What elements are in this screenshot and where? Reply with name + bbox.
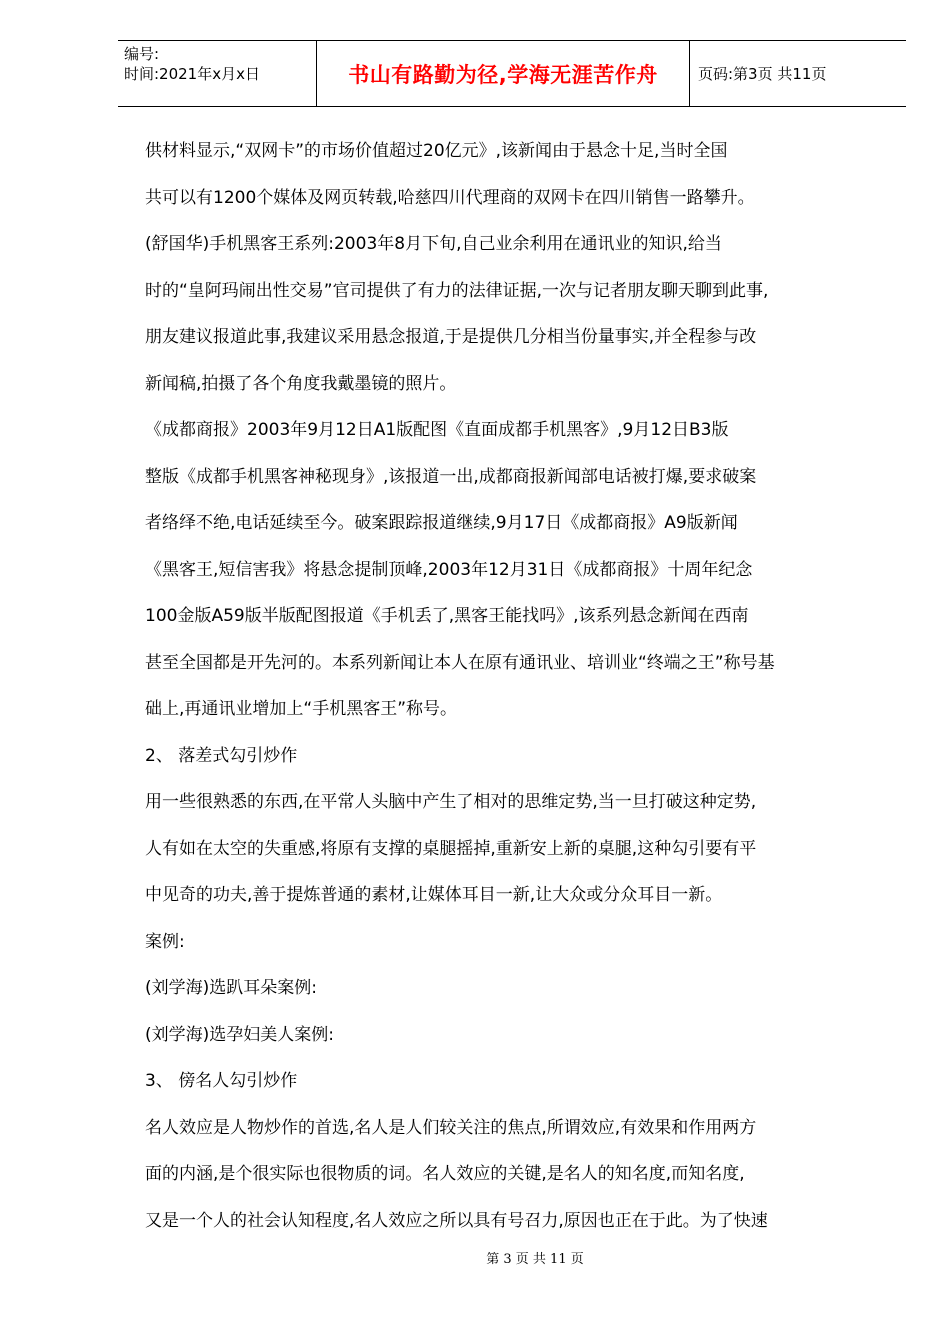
document-body: [145, 128, 887, 1244]
text-line: 100金版A59版半版配图报道《手机丢了,黑客王能找吗》,该系列悬念新闻在西南: [145, 606, 749, 626]
section-heading: 2、 落差式勾引炒作: [145, 745, 298, 766]
text-line: 案例:: [145, 931, 185, 952]
text-line: 朋友建议报道此事,我建议采用悬念报道,于是提供几分相当份量事实,并全程参与改: [145, 327, 757, 347]
text-line: 者络绎不绝,电话延续至今。破案跟踪报道继续,9月17日《成都商报》A9版新闻: [145, 513, 738, 533]
text-line: 《成都商报》2003年9月12日A1版配图《直面成都手机黑客》,9月12日B3版: [145, 420, 729, 440]
text-line: 新闻稿,拍摄了各个角度我戴墨镜的照片。: [145, 373, 457, 394]
text-line: 人有如在太空的失重感,将原有支撑的桌腿摇掉,重新安上新的桌腿,这种勾引要有平: [145, 838, 757, 859]
header-page-number: 页码:第3页 共11页: [698, 65, 827, 83]
header-meta: [118, 41, 316, 106]
text-line: 共可以有1200个媒体及网页转载,哈慈四川代理商的双网卡在四川销售一路攀升。: [145, 187, 755, 208]
text-line: 整版《成都手机黑客神秘现身》,该报道一出,成都商报新闻部电话被打爆,要求破案: [145, 466, 757, 487]
text-line: 名人效应是人物炒作的首选,名人是人们较关注的焦点,所谓效应,有效果和作用两方: [145, 1117, 757, 1138]
text-line: 供材料显示,“双网卡”的市场价值超过20亿元》,该新闻由于悬念十足,当时全国: [145, 141, 728, 161]
page-header: [118, 40, 906, 107]
text-line: 础上,再通讯业增加上“手机黑客王”称号。: [145, 699, 458, 719]
section-heading: 3、 傍名人勾引炒作: [145, 1071, 298, 1091]
text-line: 又是一个人的社会认知程度,名人效应之所以具有号召力,原因也正在于此。为了快速: [145, 1210, 768, 1231]
text-line: (刘学海)选趴耳朵案例:: [145, 978, 317, 998]
text-line: (舒国华)手机黑客王系列:2003年8月下旬,自己业余利用在通讯业的知识,给当: [145, 234, 722, 254]
page-footer: 第 3 页 共 11 页: [486, 1252, 584, 1267]
text-line: 甚至全国都是开先河的。本系列新闻让本人在原有通讯业、培训业“终端之王”称号基: [145, 652, 775, 673]
time-label: 时间:2021年x月x日: [124, 65, 260, 83]
text-line: 用一些很熟悉的东西,在平常人头脑中产生了相对的思维定势,当一旦打破这种定势,: [145, 792, 757, 812]
text-line: 《黑客王,短信害我》将悬念提制顶峰,2003年12月31日《成都商报》十周年纪念: [145, 559, 753, 580]
header-motto: 书山有路勤为径,学海无涯苦作舟: [316, 41, 690, 106]
number-label: 编号:: [124, 45, 160, 63]
text-line: 面的内涵,是个很实际也很物质的词。名人效应的关键,是名人的知名度,而知名度,: [145, 1164, 745, 1184]
text-line: 时的“皇阿玛闹出性交易”官司提供了有力的法律证据,一次与记者朋友聊天聊到此事,: [145, 280, 769, 301]
text-line: 中见奇的功夫,善于提炼普通的素材,让媒体耳目一新,让大众或分众耳目一新。: [145, 885, 723, 905]
text-line: (刘学海)选孕妇美人案例:: [145, 1024, 334, 1045]
